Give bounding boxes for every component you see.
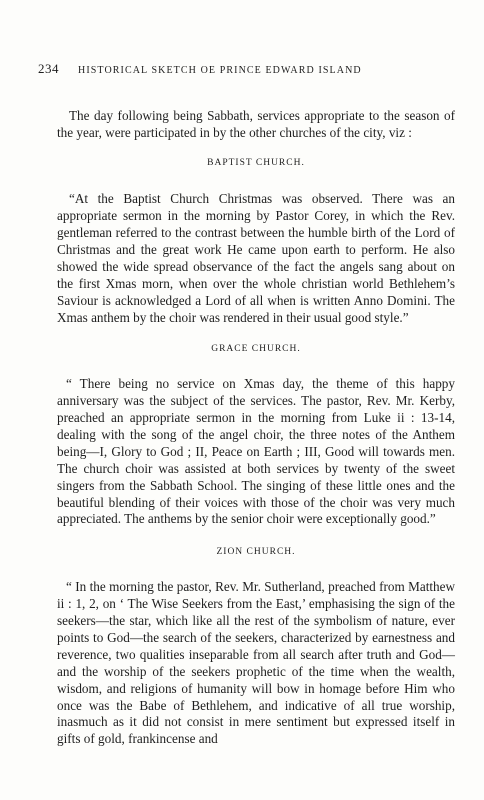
section-heading-baptist: BAPTIST CHURCH. (207, 158, 305, 168)
zion-paragraph: “ In the morning the pastor, Rev. Mr. Sutherland, preached from Matthew ii : 1, 2, on ‘ The Wise Seekers from the East,’ emphasising the sign of the seekers—the star, which like all the rest of the symbolism of nature, ever points to God—the search of the seekers, characterized by earnestness and reverence, two qualities inseparable from all search after truth and God—and the worship of the seekers prophetic of the time when the wealth, wisdom, and religions of humanity will bow in homage before Him who once was the Babe of Bethlehem, and indicative of all true worship, inasmuch as it did not consist in mere sentiment but expressed itself in gifts of gold, frankincense and (57, 579, 455, 747)
running-title: HISTORICAL SKETCH OE PRINCE EDWARD ISLAND (78, 65, 362, 76)
running-head (38, 62, 450, 78)
grace-paragraph: “ There being no service on Xmas day, the theme of this happy anniversary was the subject of the services. The pastor, Rev. Mr. Kerby, preached an appropriate sermon in the morning from Luke ii : 13-14, dealing with the song of the angel choir, the three notes of the Anthem being—I, Glory to God ; II, Peace on Earth ; III, Good will towards men. The church choir was assisted at both services by twenty of the sweet singers from the Sabbath School. The singing of these little ones and the beautiful blending of their voices with those of the choir was very much appreciated. The anthems by the senior choir were exceptionally good.” (57, 376, 455, 527)
section-heading-grace: GRACE CHURCH. (211, 344, 301, 354)
intro-paragraph: The day following being Sabbath, services appropriate to the season of the year, were participated in by the other churches of the city, viz : (57, 108, 455, 141)
section-heading-zion: ZION CHURCH. (216, 547, 296, 557)
baptist-paragraph: “At the Baptist Church Christmas was observed. There was an appropriate sermon in the morning by Pastor Corey, in which the Rev. gentleman referred to the contrast between the humble birth of the Lord of Christmas and the great work He came upon earth to perform. He also showed the wide spread observance of the fact the angels sang about on the first Xmas morn, when over the whole christian world Bethlehem’s Saviour is acknowledged a Lord of all when is written Anno Domini. The Xmas anthem by the choir was rendered in their usual good style.” (57, 191, 455, 325)
page-number: 234 (38, 61, 59, 76)
